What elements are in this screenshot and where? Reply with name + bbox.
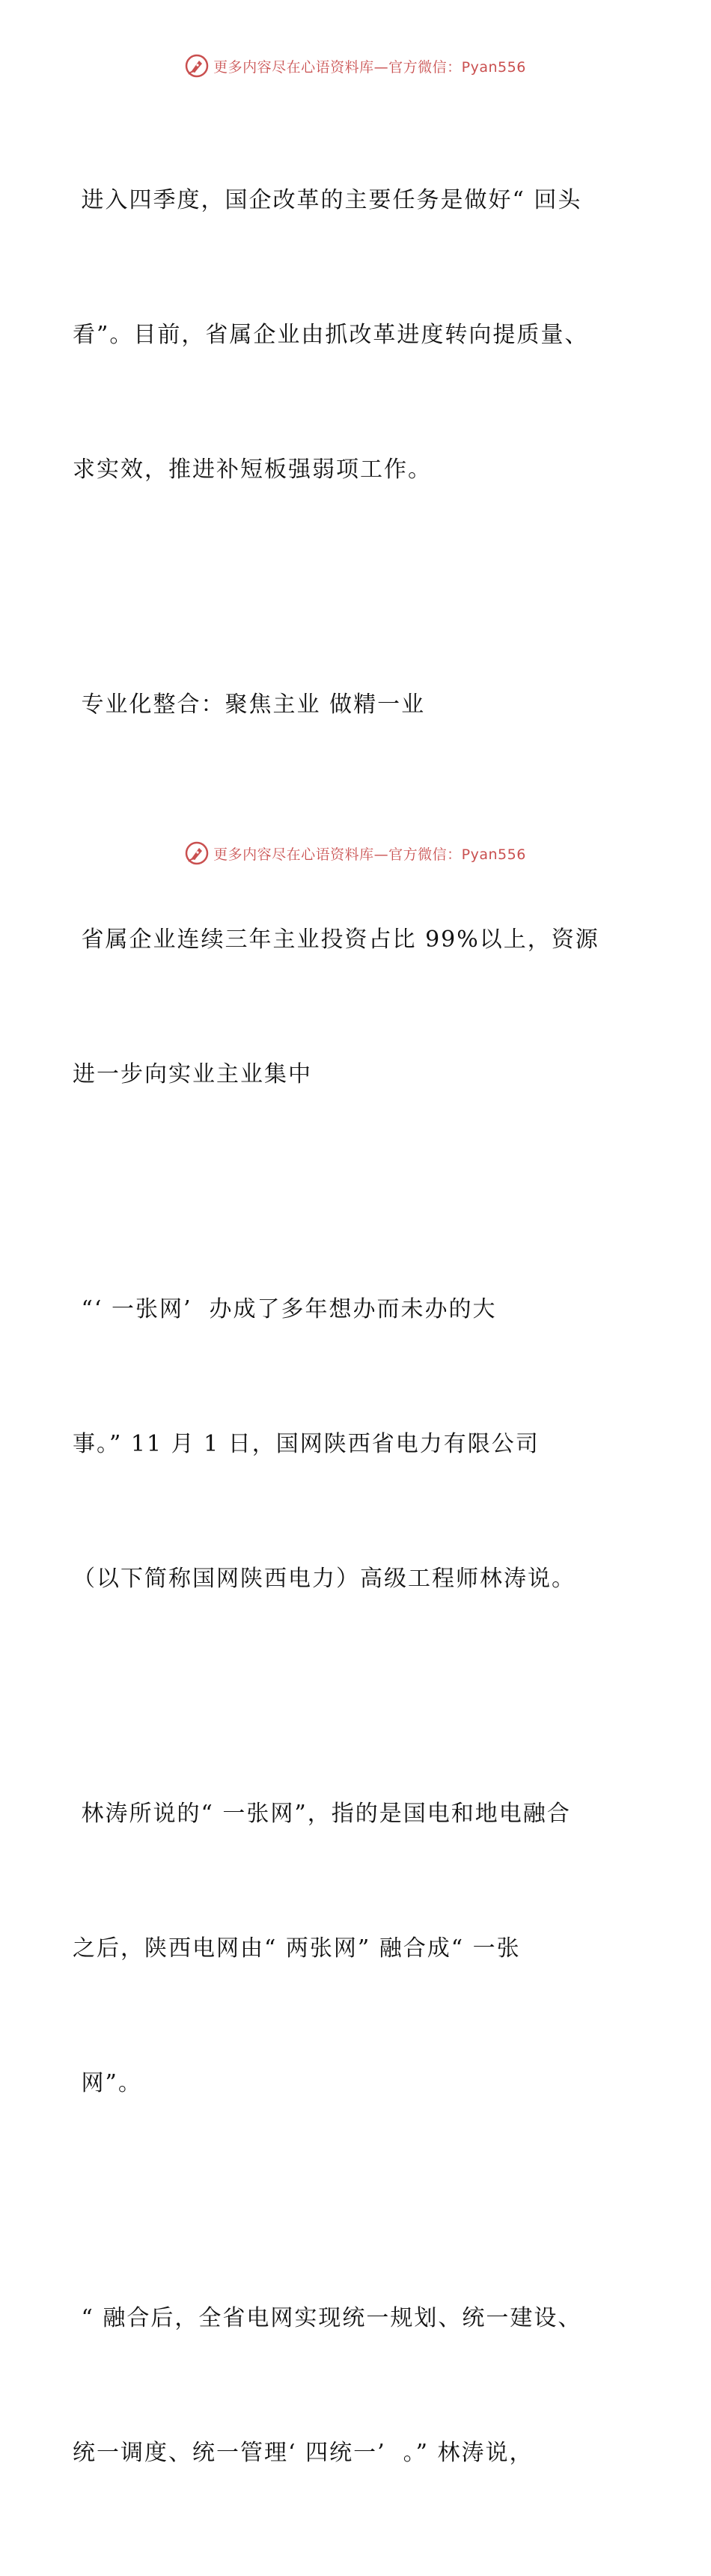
paragraph-line: 求实效，推进补短板强弱项工作。 xyxy=(73,457,432,483)
paragraph-line: 林涛所说的“ 一张网”，指的是国电和地电融合 xyxy=(73,1801,571,1827)
banner-label: 更多内容尽在心语资料库—官方微信： xyxy=(213,846,462,863)
header-watermark-banner xyxy=(0,52,711,79)
paragraph-2 xyxy=(73,828,641,1187)
banner-text xyxy=(213,843,526,864)
paragraph-line: 进一步向实业主业集中 xyxy=(73,1061,312,1087)
section-heading xyxy=(73,593,641,817)
paragraph-4 xyxy=(73,1702,641,2196)
paragraph-line: 事。” 11 月 1 日，国网陕西省电力有限公司 xyxy=(73,1431,540,1457)
pen-nib-logo-icon xyxy=(185,54,209,78)
paragraph-line: （以下简称国网陕西电力）高级工程师林涛说。 xyxy=(73,1566,576,1592)
paragraph-line: 网”。 xyxy=(73,2070,142,2096)
banner-handle: Pyan556 xyxy=(461,846,526,863)
banner-handle: Pyan556 xyxy=(461,58,526,76)
paragraph-line: 之后，陕西电网由“ 两张网” 融合成“ 一张 xyxy=(73,1935,521,1962)
banner-text xyxy=(213,56,526,76)
paragraph-3 xyxy=(73,1197,641,1691)
paragraph-line: 省属企业连续三年主业投资占比 99%以上，资源 xyxy=(73,927,599,953)
footer-watermark-banner xyxy=(0,840,711,867)
paragraph-1 xyxy=(73,88,641,582)
pen-nib-logo-icon xyxy=(185,841,209,865)
heading-line: 专业化整合：聚焦主业 做精一业 xyxy=(73,692,426,718)
paragraph-line: “‘ 一张网’ 办成了多年想办而未办的大 xyxy=(73,1296,497,1322)
paragraph-line: 统一调度、统一管理‘ 四统一’ 。” 林涛说， xyxy=(73,2440,534,2466)
banner-label: 更多内容尽在心语资料库—官方微信： xyxy=(213,58,462,76)
paragraph-line: “ 融合后，全省电网实现统一规划、统一建设、 xyxy=(73,2305,582,2331)
article-body xyxy=(73,88,641,2576)
paragraph-line: 看”。目前，省属企业由抓改革进度转向提质量、 xyxy=(73,322,589,348)
paragraph-line: 进入四季度，国企改革的主要任务是做好“ 回头 xyxy=(73,187,582,213)
paragraph-5 xyxy=(73,2206,641,2566)
